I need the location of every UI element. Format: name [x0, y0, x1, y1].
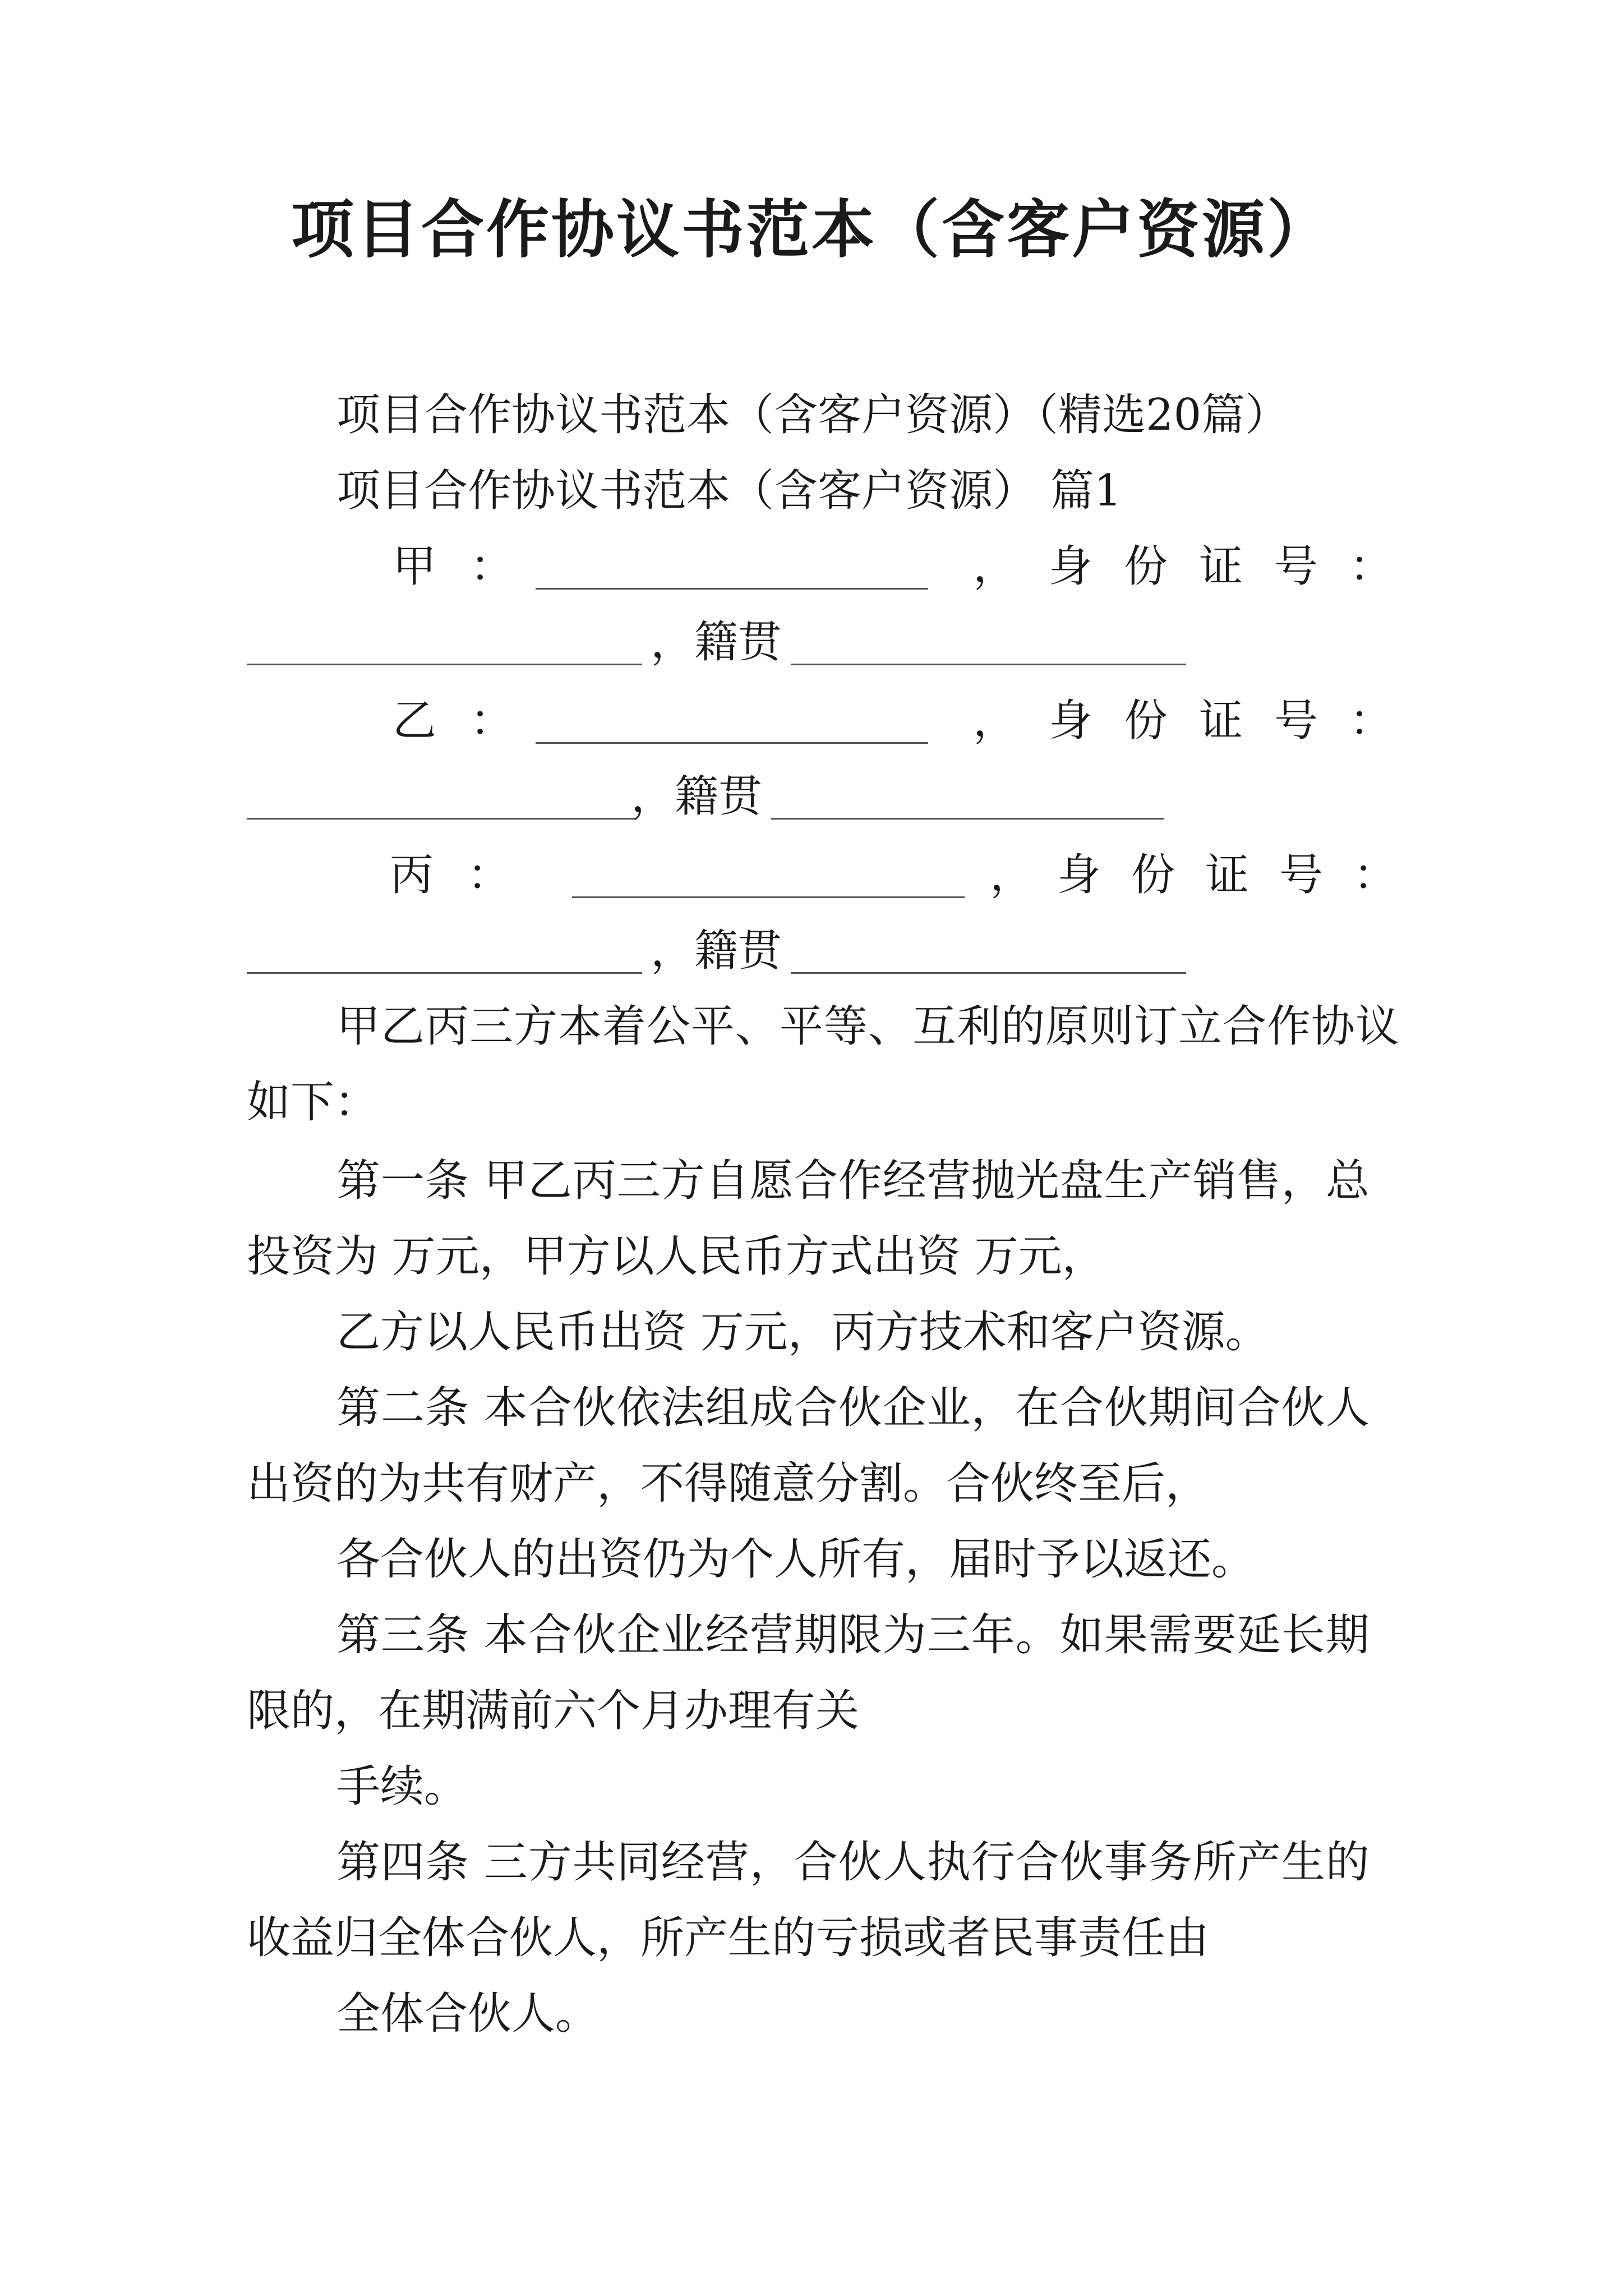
article-2-line-1: 第二条 本合伙依法组成合伙企业，在合伙期间合伙人 — [336, 1383, 1370, 1433]
document-title: 项目合作协议书范本（含客户资源） — [291, 194, 1332, 266]
intro-line-1: 甲乙丙三方本着公平、平等、互利的原则订立合作协议 — [336, 1001, 1400, 1052]
party-c-name-blank — [572, 896, 965, 898]
party-a-label: 甲： — [393, 541, 548, 592]
article-1-line-2: 投资为 万元，甲方以人民币方式出资 万元， — [247, 1231, 1106, 1282]
party-c-origin-blank — [791, 972, 1186, 974]
article-2-line-2: 出资的为共有财产，不得随意分割。合伙终至后， — [247, 1458, 1210, 1509]
party-b-label: 乙： — [393, 696, 548, 746]
party-b-origin-label: ，籍贯 — [631, 771, 763, 822]
party-a-origin-label: ，籍贯 — [651, 617, 782, 668]
intro-line-2: 如下： — [247, 1077, 379, 1128]
party-c-id-label: 身份证号： — [1057, 850, 1428, 900]
party-b-id-blank — [247, 818, 637, 820]
article-4-line-2: 收益归全体合伙人，所产生的亏损或者民事责任由 — [247, 1913, 1210, 1963]
party-b-comma: ， — [973, 696, 1017, 746]
party-a-origin-blank — [791, 664, 1186, 665]
party-a-id-blank — [247, 664, 642, 665]
article-4-line-1: 第四条 三方共同经营，合伙人执行合伙事务所产生的 — [336, 1837, 1370, 1888]
party-b-name-blank — [536, 742, 928, 744]
article-3-line-1: 第三条 本合伙企业经营期限为三年。如果需要延长期 — [336, 1610, 1370, 1660]
party-b-origin-blank — [771, 818, 1164, 820]
party-a-name-blank — [536, 588, 928, 590]
article-4-line-3: 全体合伙人。 — [336, 1989, 600, 2039]
section-heading: 项目合作协议书范本（含客户资源） 篇1 — [336, 466, 1122, 516]
party-c-id-blank — [247, 972, 642, 974]
article-1-line-3: 乙方以人民币出资 万元，丙方技术和客户资源。 — [336, 1307, 1269, 1358]
party-a-id-label: 身份证号： — [1049, 541, 1425, 592]
party-c-label: 丙： — [390, 850, 545, 900]
party-a-comma: ， — [973, 541, 1017, 592]
party-c-origin-label: ，籍贯 — [651, 926, 782, 976]
article-1-line-1: 第一条 甲乙丙三方自愿合作经营抛光盘生产销售，总 — [336, 1156, 1370, 1206]
document-subtitle: 项目合作协议书范本（含客户资源）（精选20篇） — [336, 390, 1289, 440]
party-b-id-label: 身份证号： — [1049, 696, 1425, 746]
party-c-comma: ， — [990, 850, 1034, 900]
article-2-line-3: 各合伙人的出资仍为个人所有，届时予以返还。 — [336, 1534, 1256, 1585]
article-3-line-3: 手续。 — [336, 1761, 468, 1812]
article-3-line-2: 限的，在期满前六个月办理有关 — [247, 1686, 860, 1736]
